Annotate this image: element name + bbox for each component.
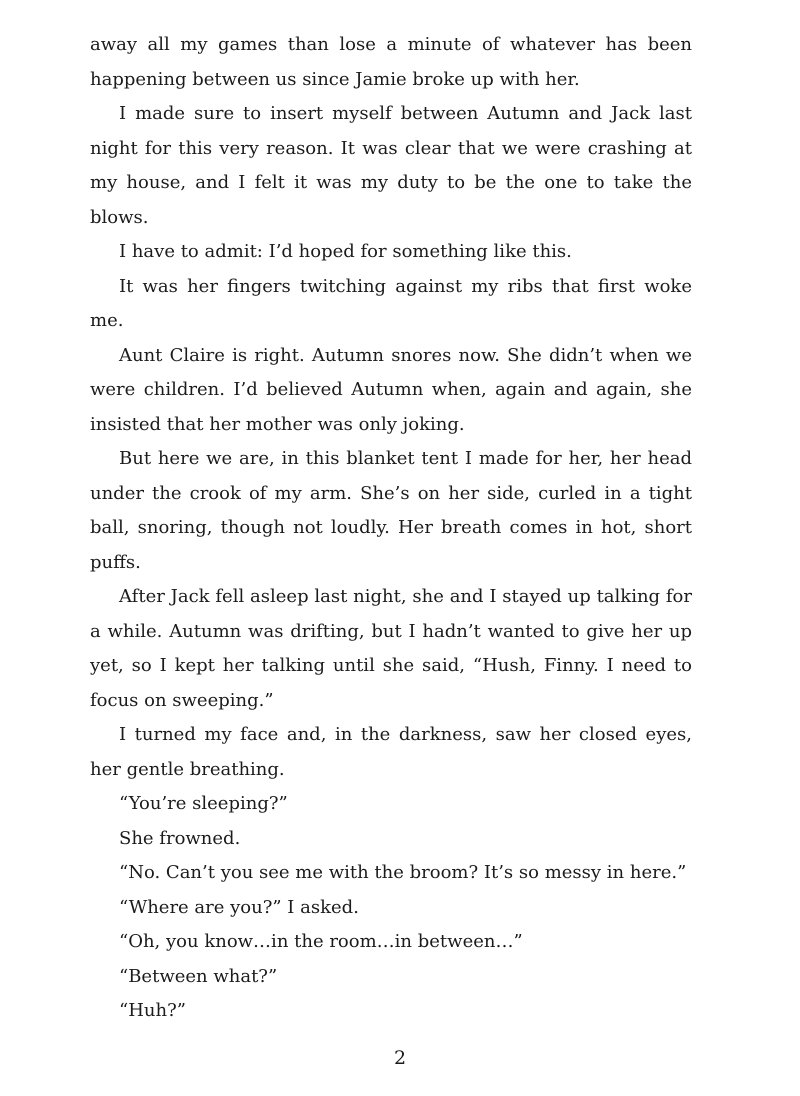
paragraph-11: “No. Can’t you see me with the broom? It’s so messy in here.” <box>119 862 687 883</box>
paragraph-8: I turned my face and, in the darkness, saw her closed eyes, her gentle breathing. <box>90 724 692 780</box>
paragraph-13: “Oh, you know…in the room…in between…” <box>119 931 523 952</box>
paragraph-3: I have to admit: I’d hoped for something like this. <box>119 241 572 262</box>
paragraph-14: “Between what?” <box>119 965 278 987</box>
paragraph-6: But here we are, in this blanket tent I made for her, her head under the crook of my arm. She’s on her side, curled in a tight ball, snoring, though not loudly. Her breath comes in hot, short puffs. <box>90 448 692 573</box>
paragraph-7: After Jack fell asleep last night, she and I stayed up talking for a while. Autumn was drifting, but I hadn’t wanted to give her up yet, so I kept her talking until she said, “Hush, Finny. I need to focus on sweeping.” <box>90 586 692 711</box>
book-page-text <box>90 28 692 1029</box>
paragraph-5: Aunt Claire is right. Autumn snores now. She didn’t when we were children. I’d believed Autumn when, again and again, she insisted that her mother was only joking. <box>90 344 692 435</box>
paragraph-10: She frowned. <box>119 827 241 849</box>
page-number: 2 <box>393 1047 407 1069</box>
paragraph-2: I made sure to insert myself between Autumn and Jack last night for this very reason. It was clear that we were crashing at my house, and I felt it was my duty to be the one to take the blows. <box>90 103 692 228</box>
paragraph-12: “Where are you?” I asked. <box>119 896 359 918</box>
paragraph-15: “Huh?” <box>119 1000 186 1021</box>
paragraph-9: “You’re sleeping?” <box>119 793 288 814</box>
paragraph-4: It was her fingers twitching against my ribs that first woke me. <box>90 275 692 331</box>
paragraph-1: away all my games than lose a minute of whatever has been happening between us since Jamie broke up with her. <box>90 34 692 90</box>
